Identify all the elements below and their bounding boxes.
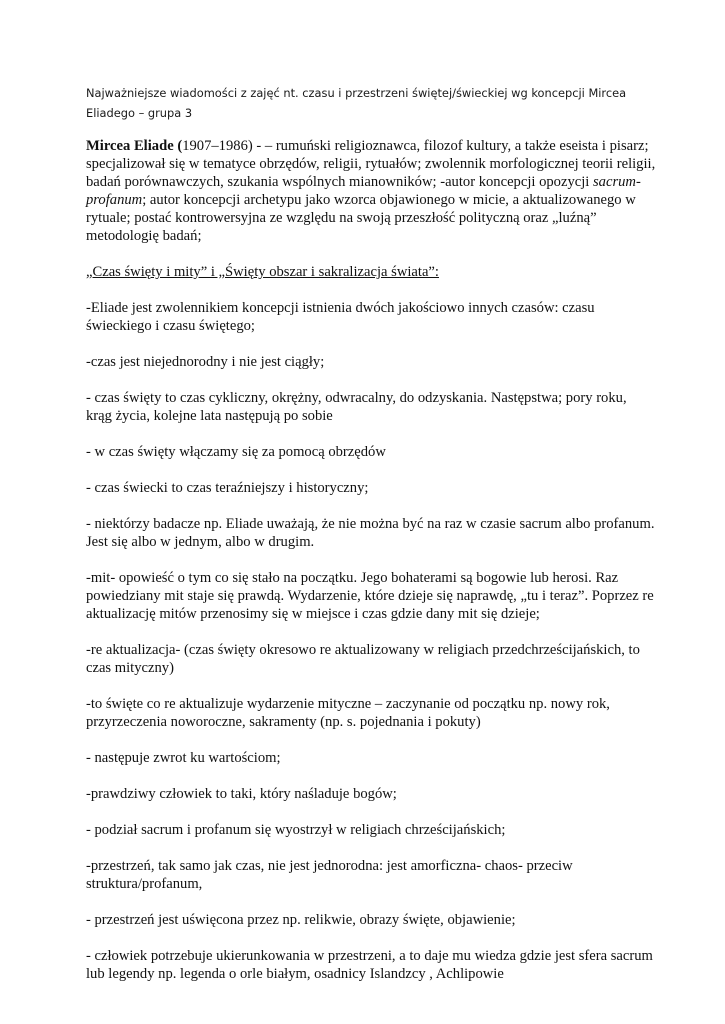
- document-header: [86, 83, 646, 123]
- paragraph: -Eliade jest zwolennikiem koncepcji istnienia dwóch jakościowo innych czasów: czasu świeckiego i czasu świętego;: [86, 300, 595, 334]
- header-line-1: Najważniejsze wiadomości z zajęć nt. czasu i przestrzeni świętej/świeckiej wg koncepcji Mircea: [86, 86, 627, 100]
- intro-text: 1907–1986) - – rumuński religioznawca, filozof kultury, a także eseista i pisarz; specjalizował się w tematyce obrzędów, religii, rytuałów; zwolennik morfologicznej teorii religii, badań porównawczych, szukania wspólnych mianowników; -autor koncepcji opozycji: [86, 138, 656, 190]
- paragraph: -przestrzeń, tak samo jak czas, nie jest jednorodna: jest amorficzna- chaos- przeciw struktura/profanum,: [86, 858, 573, 892]
- document-body: [86, 137, 656, 1001]
- intro-rest: ; autor koncepcji archetypu jako wzorca objawionego w micie, a aktualizowanego w rytuale; postać kontrowersyjna ze względu na swoją przeszłość polityczną oraz „luźną” metodologię badań;: [86, 192, 636, 244]
- paragraph: -mit- opowieść o tym co się stało na początku. Jego bohaterami są bogowie lub herosi. Raz powiedziany mit staje się prawdą. Wydarzenie, które dzieje się naprawdę, „tu i teraz”. Poprzez re aktualizację mitów przenosimy się w miejsce i czas gdzie dany mit się dzieje;: [86, 570, 654, 622]
- paragraph: - podział sacrum i profanum się wyostrzył w religiach chrześcijańskich;: [86, 822, 506, 838]
- paragraph: - czas święty to czas cykliczny, okrężny, odwracalny, do odzyskania. Następstwa; pory roku, krąg życia, kolejne lata następują po sobie: [86, 390, 627, 424]
- author-name: Mircea Eliade (: [86, 138, 183, 154]
- paragraph: -to święte co re aktualizuje wydarzenie mityczne – zaczynanie od początku np. nowy rok, przyrzeczenia noworoczne, sakramenty (np. s. pojednania i pokuty): [86, 696, 610, 730]
- paragraph: - przestrzeń jest uświęcona przez np. relikwie, obrazy święte, objawienie;: [86, 912, 516, 928]
- paragraph: - czas świecki to czas teraźniejszy i historyczny;: [86, 480, 369, 496]
- paragraph: - następuje zwrot ku wartościom;: [86, 750, 281, 766]
- paragraph: - człowiek potrzebuje ukierunkowania w przestrzeni, a to daje mu wiedza gdzie jest sfera sacrum lub legendy np. legenda o orle białym, osadnicy Islandzcy , Achlipowie: [86, 948, 653, 982]
- paragraph: -czas jest niejednorodny i nie jest ciągły;: [86, 354, 325, 370]
- paragraph: -prawdziwy człowiek to taki, który naśladuje bogów;: [86, 786, 397, 802]
- italic-term: sacrum-profanum: [86, 174, 641, 208]
- section-title: „Czas święty i mity” i „Święty obszar i sakralizacja świata”:: [86, 264, 439, 280]
- paragraph: - niektórzy badacze np. Eliade uważają, że nie można być na raz w czasie sacrum albo profanum. Jest się albo w jednym, albo w drugim.: [86, 516, 655, 550]
- intro-paragraph: [86, 137, 656, 245]
- header-line-2: Eliadego – grupa 3: [86, 106, 193, 120]
- paragraph: - w czas święty włączamy się za pomocą obrzędów: [86, 444, 386, 460]
- paragraph: -re aktualizacja- (czas święty okresowo re aktualizowany w religiach przedchrześcijańskich, to czas mityczny): [86, 642, 640, 676]
